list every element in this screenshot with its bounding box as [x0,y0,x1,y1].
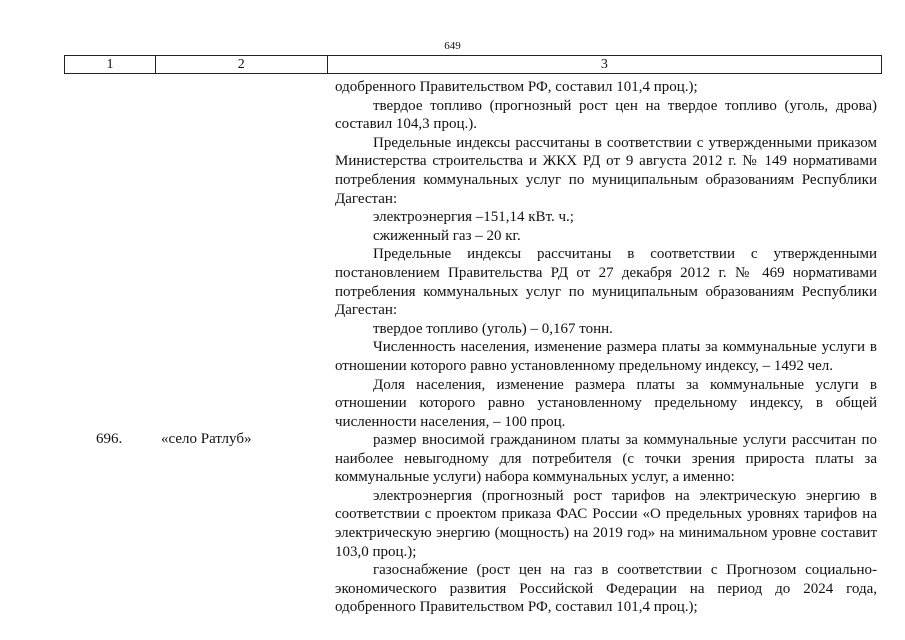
column-header-3: 3 [328,56,882,73]
paragraph: Предельные индексы рассчитаны в соответствии с утвержденными приказом Министерства строительства и ЖКХ РД от 9 августа 2012 г. № 149 нормативами потребления коммунальных услуг по муниципальным образованиям Республики Дагестан: [335,134,877,207]
page-number: 649 [444,40,461,52]
paragraph: газоснабжение (рост цен на газ в соответствии с Прогнозом социально-экономического развития Российской Федерации на период до 2024 года, одобренного Правительством РФ, составил 101,4 проц.); [335,562,877,616]
paragraph: Предельные индексы рассчитаны в соответствии с утвержденными постановлением Правительства РД от 27 декабря 2012 г. № 469 нормативами потребления коммунальных услуг по муниципальным образованиям Республики Дагестан: [335,246,877,319]
paragraph: сжиженный газ – 20 кг. [373,227,521,244]
entry-number: 696. [96,431,123,447]
paragraph: размер вносимой гражданином платы за коммунальные услуги рассчитан по наиболее невыгодному для потребителя (с точки зрения прироста платы за коммунальные услуги) набора коммунальных услуг, а именно: [335,432,877,486]
paragraph: Численность населения, изменение размера платы за коммунальные услуги в отношении которого равно установленному предельному индексу, – 1492 чел. [335,339,877,374]
column-header-2: 2 [156,56,328,73]
paragraph: электроэнергия (прогнозный рост тарифов на электрическую энергию в соответствии с проектом приказа ФАС России «О предельных уровнях тарифов на электрическую энергию (мощность) на 2019 год» на минимальном уровне составит 103,0 проц.); [335,487,877,560]
paragraph: Доля населения, изменение размера платы за коммунальные услуги в отношении которого равно установленному предельному индексу, в общей численности населения, – 100 проц. [335,376,877,430]
entry-text [335,78,877,431]
paragraph: твердое топливо (прогнозный рост цен на твердое топливо (уголь, дрова) составил 104,3 проц.). [335,97,877,133]
settlement-name: «село Ратлуб» [161,431,252,447]
paragraph: электроэнергия –151,14 кВт. ч.; [373,209,574,226]
entry-text [335,431,877,617]
column-header-1: 1 [65,56,156,73]
paragraph: одобренного Правительством РФ, составил 101,4 проц.); [335,79,698,95]
column-header-row [64,55,882,74]
paragraph: твердое топливо (уголь) – 0,167 тонн. [373,320,613,337]
